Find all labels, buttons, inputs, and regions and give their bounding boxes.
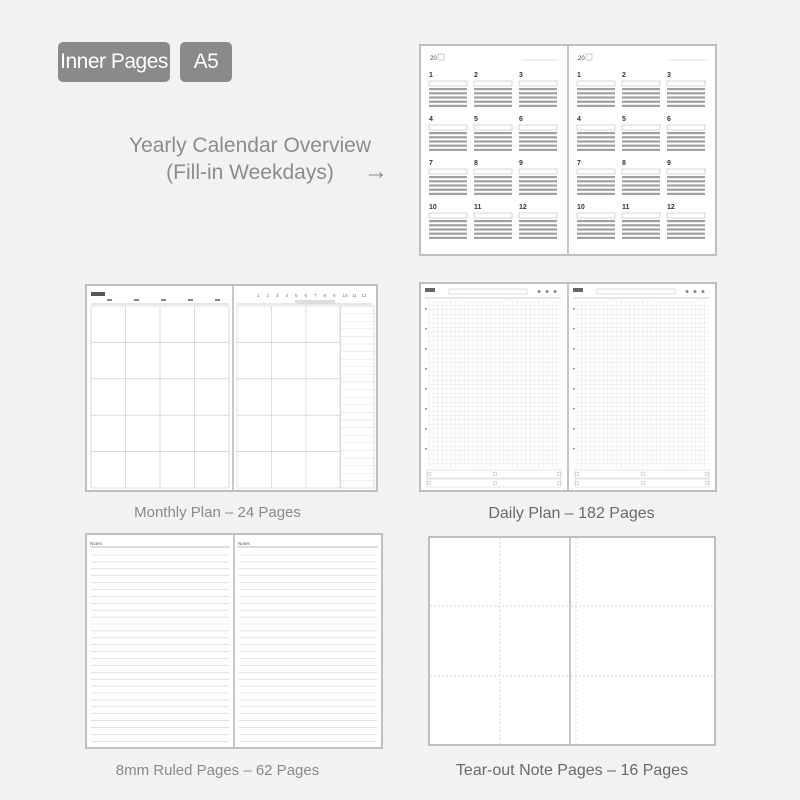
date-row: [474, 92, 512, 94]
date-row: [622, 224, 660, 226]
date-row: [474, 101, 512, 103]
date-row: [474, 224, 512, 226]
weekday-row: [429, 81, 467, 86]
date-field: [449, 289, 527, 294]
weather-icon: [686, 290, 689, 293]
date-row: [622, 180, 660, 182]
date-row: [519, 193, 557, 195]
date-row: [519, 228, 557, 230]
date-row: [519, 224, 557, 226]
month-number: 1: [577, 72, 581, 79]
date-row: [429, 224, 467, 226]
date-row: [577, 184, 615, 186]
date-row: [519, 237, 557, 239]
date-row: [474, 228, 512, 230]
week-number: 1: [257, 293, 260, 298]
date-row: [519, 136, 557, 138]
date-row: [474, 180, 512, 182]
weekday-label-mark: [134, 299, 139, 301]
yearly-spine: [567, 46, 569, 254]
date-row: [429, 136, 467, 138]
weather-icon: [546, 290, 549, 293]
date-row: [667, 180, 705, 182]
date-row: [622, 101, 660, 103]
month-number: 2: [474, 72, 478, 79]
date-row: [577, 237, 615, 239]
date-row: [667, 132, 705, 134]
footer-box: [575, 479, 709, 487]
date-row: [622, 92, 660, 94]
date-row: [474, 220, 512, 222]
yearly-title-line1: Yearly Calendar Overview: [128, 134, 371, 157]
date-row: [622, 105, 660, 107]
week-number: 11: [352, 293, 357, 298]
date-row: [577, 189, 615, 191]
daily-plan-spread: [419, 282, 717, 492]
date-row: [474, 233, 512, 235]
date-row: [429, 237, 467, 239]
week-number: 8: [323, 293, 327, 298]
date-row: [577, 149, 615, 151]
week-number: 7: [314, 293, 317, 298]
check-circle: [575, 472, 579, 476]
ruled-pages-caption: 8mm Ruled Pages – 62 Pages: [115, 762, 320, 779]
date-mark: [573, 288, 583, 292]
month-number: 12: [667, 204, 675, 211]
date-row: [577, 176, 615, 178]
month-number: 10: [577, 204, 585, 211]
date-row: [622, 132, 660, 134]
weekday-label-mark: [161, 299, 166, 301]
weekday-row: [429, 169, 467, 174]
check-circle: [705, 472, 709, 476]
time-mark: [425, 388, 427, 390]
time-mark: [573, 348, 575, 350]
footer-box: [427, 479, 561, 487]
weekday-row: [622, 213, 660, 218]
date-row: [577, 136, 615, 138]
weekday-row: [622, 125, 660, 130]
date-row: [622, 184, 660, 186]
check-circle: [493, 481, 497, 485]
date-row: [519, 145, 557, 147]
date-row: [667, 220, 705, 222]
arrow-right-icon: →: [364, 158, 388, 185]
month-number: 4: [429, 116, 433, 123]
date-row: [429, 140, 467, 142]
date-mark: [425, 288, 435, 292]
date-row: [519, 105, 557, 107]
date-row: [667, 92, 705, 94]
date-row: [622, 233, 660, 235]
month-number: 5: [474, 116, 478, 123]
date-row: [474, 96, 512, 98]
date-row: [622, 193, 660, 195]
yearly-title-line2: (Fill-in Weekdays): [166, 161, 334, 184]
week-number: 5: [295, 293, 298, 298]
date-row: [577, 105, 615, 107]
week-number: 10: [342, 293, 348, 298]
time-mark: [425, 368, 427, 370]
weather-icon: [554, 290, 557, 293]
date-field: [597, 289, 675, 294]
month-number: 9: [667, 160, 671, 167]
check-circle: [557, 481, 561, 485]
notes-label: Notes: [90, 541, 102, 546]
footer-box: [575, 470, 709, 478]
month-number: 2: [622, 72, 626, 79]
date-row: [519, 220, 557, 222]
date-row: [474, 145, 512, 147]
weekday-row: [667, 81, 705, 86]
date-row: [519, 149, 557, 151]
monthly-spine: [232, 286, 234, 490]
inner-pages-badge: Inner Pages: [58, 42, 170, 82]
date-row: [474, 237, 512, 239]
daily-spine: [567, 284, 569, 490]
date-row: [577, 101, 615, 103]
date-row: [667, 233, 705, 235]
check-circle: [705, 481, 709, 485]
date-row: [474, 184, 512, 186]
date-row: [519, 180, 557, 182]
date-row: [429, 228, 467, 230]
date-row: [474, 132, 512, 134]
weekday-row: [474, 125, 512, 130]
weekday-row: [519, 169, 557, 174]
weekday-row: [577, 81, 615, 86]
month-number: 10: [429, 204, 437, 211]
date-row: [519, 132, 557, 134]
date-row: [577, 233, 615, 235]
date-row: [429, 105, 467, 107]
date-row: [429, 88, 467, 90]
tearout-pages-caption: Tear-out Note Pages – 16 Pages: [455, 762, 689, 779]
date-row: [429, 132, 467, 134]
year-box: [438, 54, 444, 60]
date-row: [622, 228, 660, 230]
date-row: [429, 101, 467, 103]
tearout-spine: [569, 538, 571, 744]
check-circle: [557, 472, 561, 476]
date-row: [474, 176, 512, 178]
weather-icon: [538, 290, 541, 293]
weekday-row: [577, 169, 615, 174]
time-mark: [425, 428, 427, 430]
check-circle: [575, 481, 579, 485]
date-row: [519, 96, 557, 98]
tearout-pages: [430, 538, 714, 744]
time-mark: [573, 428, 575, 430]
date-row: [667, 184, 705, 186]
weekday-row: [577, 125, 615, 130]
daily-plan-caption: Daily Plan – 182 Pages: [488, 505, 655, 522]
check-circle: [641, 472, 645, 476]
month-number: 6: [519, 116, 523, 123]
weekday-row: [622, 81, 660, 86]
date-row: [667, 228, 705, 230]
weekday-label-mark: [107, 299, 112, 301]
time-mark: [573, 368, 575, 370]
month-number: 3: [519, 72, 523, 79]
date-row: [577, 96, 615, 98]
date-row: [474, 189, 512, 191]
yearly-calendar-title: [110, 132, 390, 186]
week-number: 9: [333, 293, 336, 298]
week-number: 4: [285, 293, 289, 298]
date-row: [622, 189, 660, 191]
weekday-row: [622, 169, 660, 174]
date-row: [474, 88, 512, 90]
date-row: [429, 145, 467, 147]
date-row: [622, 140, 660, 142]
date-row: [577, 193, 615, 195]
month-number: 7: [429, 160, 433, 167]
date-row: [474, 136, 512, 138]
date-row: [474, 193, 512, 195]
date-row: [474, 105, 512, 107]
date-row: [667, 224, 705, 226]
weekday-row: [667, 125, 705, 130]
weekday-row: [577, 213, 615, 218]
weather-icon: [702, 290, 705, 293]
check-circle: [427, 481, 431, 485]
time-mark: [573, 388, 575, 390]
ruled-pages-spread: [85, 533, 383, 749]
date-row: [429, 220, 467, 222]
check-circle: [427, 472, 431, 476]
yearly-calendar-spread: [419, 44, 717, 256]
time-mark: [425, 448, 427, 450]
date-row: [622, 145, 660, 147]
date-row: [519, 189, 557, 191]
monthly-plan-spread: [85, 284, 378, 492]
date-row: [519, 88, 557, 90]
weekday-row: [519, 125, 557, 130]
date-row: [577, 145, 615, 147]
date-row: [474, 140, 512, 142]
month-number: 6: [667, 116, 671, 123]
date-row: [474, 149, 512, 151]
time-mark: [425, 308, 427, 310]
month-number: 12: [519, 204, 527, 211]
weekday-row: [474, 81, 512, 86]
date-row: [519, 184, 557, 186]
date-row: [577, 132, 615, 134]
header-shade: [295, 300, 335, 304]
date-row: [577, 224, 615, 226]
weekday-label-mark: [188, 299, 193, 301]
footer-box: [427, 470, 561, 478]
weather-icon: [694, 290, 697, 293]
date-row: [622, 136, 660, 138]
date-row: [667, 136, 705, 138]
date-row: [577, 88, 615, 90]
date-row: [622, 176, 660, 178]
date-row: [577, 92, 615, 94]
date-row: [622, 96, 660, 98]
weekday-row: [667, 213, 705, 218]
date-row: [667, 145, 705, 147]
date-row: [429, 233, 467, 235]
year-label: 20: [430, 56, 437, 62]
month-number: 11: [622, 204, 630, 211]
notes-label: Notes: [238, 541, 250, 546]
time-mark: [425, 328, 427, 330]
date-row: [519, 92, 557, 94]
time-mark: [573, 408, 575, 410]
date-row: [667, 105, 705, 107]
date-row: [519, 233, 557, 235]
date-row: [667, 189, 705, 191]
date-row: [429, 180, 467, 182]
monthly-plan-caption: Monthly Plan – 24 Pages: [134, 504, 301, 521]
check-circle: [493, 472, 497, 476]
date-row: [667, 149, 705, 151]
weekday-row: [429, 213, 467, 218]
check-circle: [641, 481, 645, 485]
month-number: 8: [622, 160, 626, 167]
month-number: 5: [622, 116, 626, 123]
date-row: [622, 220, 660, 222]
weekday-row: [474, 169, 512, 174]
date-row: [429, 184, 467, 186]
month-number: 4: [577, 116, 581, 123]
month-title-mark: [91, 292, 105, 296]
size-badge: A5: [180, 42, 232, 82]
time-mark: [573, 328, 575, 330]
date-row: [429, 176, 467, 178]
weekday-row: [474, 213, 512, 218]
month-number: 9: [519, 160, 523, 167]
time-mark: [425, 348, 427, 350]
ruled-spine: [233, 535, 235, 747]
date-row: [429, 149, 467, 151]
date-row: [519, 101, 557, 103]
date-row: [519, 140, 557, 142]
week-number: 2: [266, 293, 270, 298]
weekday-row: [429, 125, 467, 130]
date-row: [622, 237, 660, 239]
year-label: 20: [578, 56, 585, 62]
date-row: [667, 237, 705, 239]
weekday-row: [519, 213, 557, 218]
date-row: [577, 140, 615, 142]
date-row: [429, 193, 467, 195]
date-row: [577, 180, 615, 182]
month-number: 8: [474, 160, 478, 167]
date-row: [667, 101, 705, 103]
time-mark: [425, 408, 427, 410]
date-row: [577, 228, 615, 230]
date-row: [622, 88, 660, 90]
date-row: [429, 92, 467, 94]
date-row: [429, 96, 467, 98]
date-row: [667, 140, 705, 142]
date-row: [519, 176, 557, 178]
week-number: 3: [276, 293, 279, 298]
time-mark: [573, 308, 575, 310]
month-number: 11: [474, 204, 482, 211]
week-number: 6: [304, 293, 308, 298]
month-number: 3: [667, 72, 671, 79]
date-row: [667, 176, 705, 178]
date-row: [577, 220, 615, 222]
tearout-pages-spread: [428, 536, 716, 746]
time-mark: [573, 448, 575, 450]
month-number: 7: [577, 160, 581, 167]
date-row: [667, 88, 705, 90]
date-row: [667, 96, 705, 98]
weekday-row: [667, 169, 705, 174]
week-number: 12: [361, 293, 367, 298]
date-row: [667, 193, 705, 195]
date-row: [622, 149, 660, 151]
month-number: 1: [429, 72, 433, 79]
year-box: [586, 54, 592, 60]
weekday-label-mark: [215, 299, 220, 301]
date-row: [429, 189, 467, 191]
weekday-row: [519, 81, 557, 86]
